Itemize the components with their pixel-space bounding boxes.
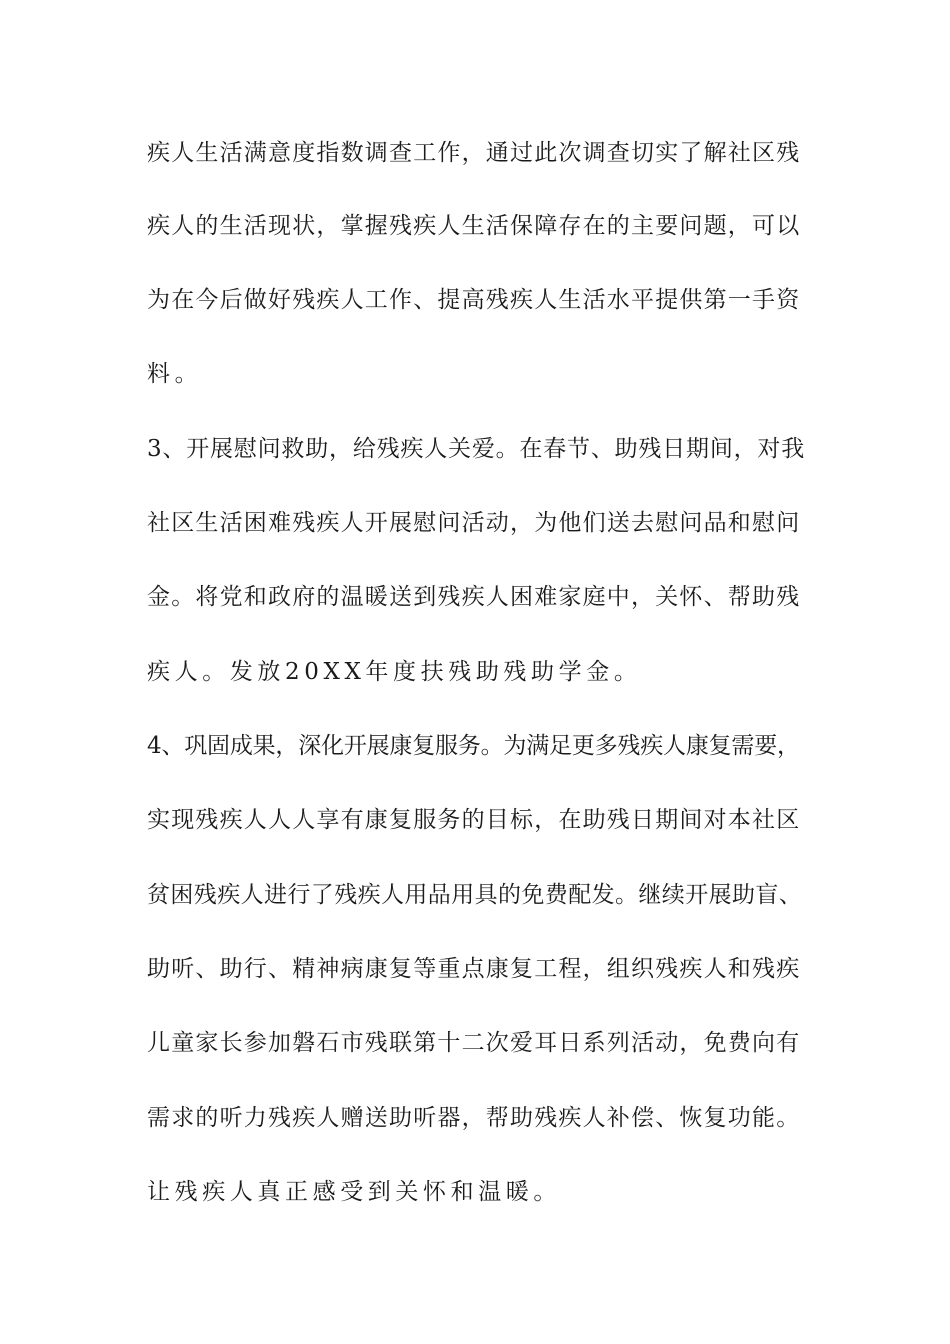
text-line: 疾人。发放20XX年度扶残助残助学金。 xyxy=(147,659,642,685)
text-line: 贫困残疾人进行了残疾人用品用具的免费配发。继续开展助盲、 xyxy=(147,882,803,908)
text-line: 助听、助行、精神病康复等重点康复工程，组织残疾人和残疾 xyxy=(147,956,801,982)
text-line: 需求的听力残疾人赠送助听器，帮助残疾人补偿、恢复功能。 xyxy=(147,1105,801,1131)
text-line: 实现残疾人人人享有康复服务的目标，在助残日期间对本社区 xyxy=(147,807,801,833)
text-line: 为在今后做好残疾人工作、提高残疾人生活水平提供第一手资 xyxy=(147,287,801,313)
text-line: 金。将党和政府的温暖送到残疾人困难家庭中，关怀、帮助残 xyxy=(147,584,801,610)
text-line: 社区生活困难残疾人开展慰问活动，为他们送去慰问品和慰问 xyxy=(147,510,801,536)
text-line: 让残疾人真正感受到关怀和温暖。 xyxy=(147,1179,561,1205)
text-line: 料。 xyxy=(147,361,203,387)
text-line: 儿童家长参加磐石市残联第十二次爱耳日系列活动，免费向有 xyxy=(147,1030,801,1056)
text-line: 疾人的生活现状，掌握残疾人生活保障存在的主要问题，可以 xyxy=(147,213,801,239)
text-line: 疾人生活满意度指数调查工作，通过此次调查切实了解社区残 xyxy=(147,140,801,166)
text-line: 3、开展慰问救助，给残疾人关爱。在春节、助残日期间，对我 xyxy=(147,436,806,462)
text-line: 4、巩固成果，深化开展康复服务。为满足更多残疾人康复需要， xyxy=(147,733,800,759)
